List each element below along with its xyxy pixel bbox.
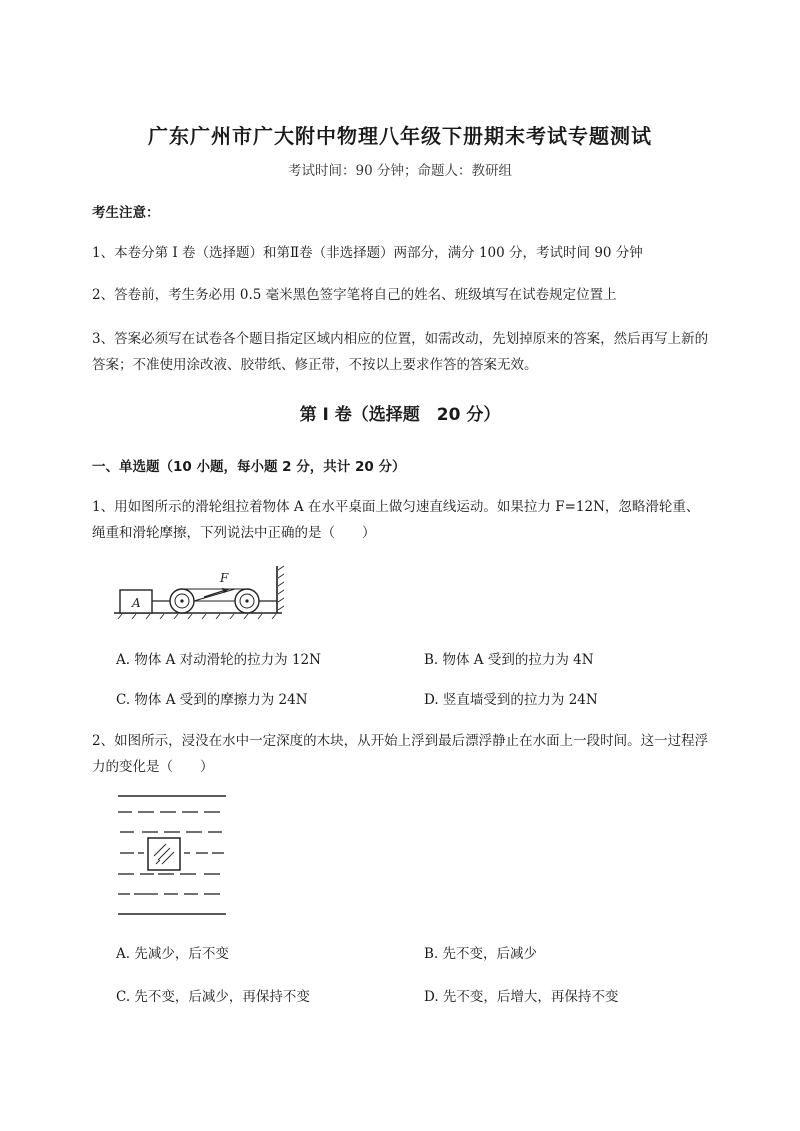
notice-item-1: 1、本卷分第 I 卷（选择题）和第Ⅱ卷（非选择题）两部分，满分 100 分，考试时间 90 分钟 bbox=[92, 245, 643, 261]
notice-item-3: 3、答案必须写在试卷各个题目指定区域内相应的位置，如需改动，先划掉原来的答案，然后再写上新的答案；不准使用涂改液、胶带纸、修正带，不按以上要求作答的答案无效。 bbox=[92, 331, 709, 373]
notice-item-2: 2、答卷前，考生务必用 0.5 毫米黑色签字笔将自己的姓名、班级填写在试卷规定位置上 bbox=[92, 287, 617, 303]
force-label: F bbox=[220, 571, 229, 585]
pulley-figure bbox=[112, 562, 292, 620]
question-1-option-b[interactable]: B. 物体 A 受到的拉力为 4N bbox=[424, 652, 594, 668]
page-title: 广东广州市广大附中物理八年级下册期末考试专题测试 bbox=[148, 124, 652, 148]
question-1-option-a[interactable]: A. 物体 A 对动滑轮的拉力为 12N bbox=[116, 652, 321, 668]
block-a-label: A bbox=[132, 596, 141, 610]
notice-heading: 考生注意： bbox=[92, 205, 160, 221]
question-2-option-d[interactable]: D. 先不变，后增大，再保持不变 bbox=[424, 989, 619, 1005]
water-block-figure bbox=[112, 790, 232, 920]
question-1-option-d[interactable]: D. 竖直墙受到的拉力为 24N bbox=[424, 692, 598, 708]
question-2-option-c[interactable]: C. 先不变，后减少，再保持不变 bbox=[116, 989, 310, 1005]
section-title: 第 I 卷（选择题 20 分） bbox=[299, 405, 501, 425]
question-1-option-c[interactable]: C. 物体 A 受到的摩擦力为 24N bbox=[116, 692, 308, 708]
subsection-title: 一、单选题（10 小题，每小题 2 分，共计 20 分） bbox=[92, 459, 406, 475]
question-1-stem: 1、用如图所示的滑轮组拉着物体 A 在水平桌面上做匀速直线运动。如果拉力 F=12N，忽略滑轮重、绳重和滑轮摩擦，下列说法中正确的是（ ） bbox=[92, 499, 700, 541]
question-2-option-a[interactable]: A. 先减少，后不变 bbox=[116, 946, 229, 962]
question-2-stem: 2、如图所示，浸没在水中一定深度的木块，从开始上浮到最后漂浮静止在水面上一段时间。这一过程浮力的变化是（ ） bbox=[92, 733, 709, 775]
exam-info: 考试时间：90 分钟；命题人：教研组 bbox=[288, 163, 512, 179]
question-2-option-b[interactable]: B. 先不变，后减少 bbox=[424, 946, 538, 962]
